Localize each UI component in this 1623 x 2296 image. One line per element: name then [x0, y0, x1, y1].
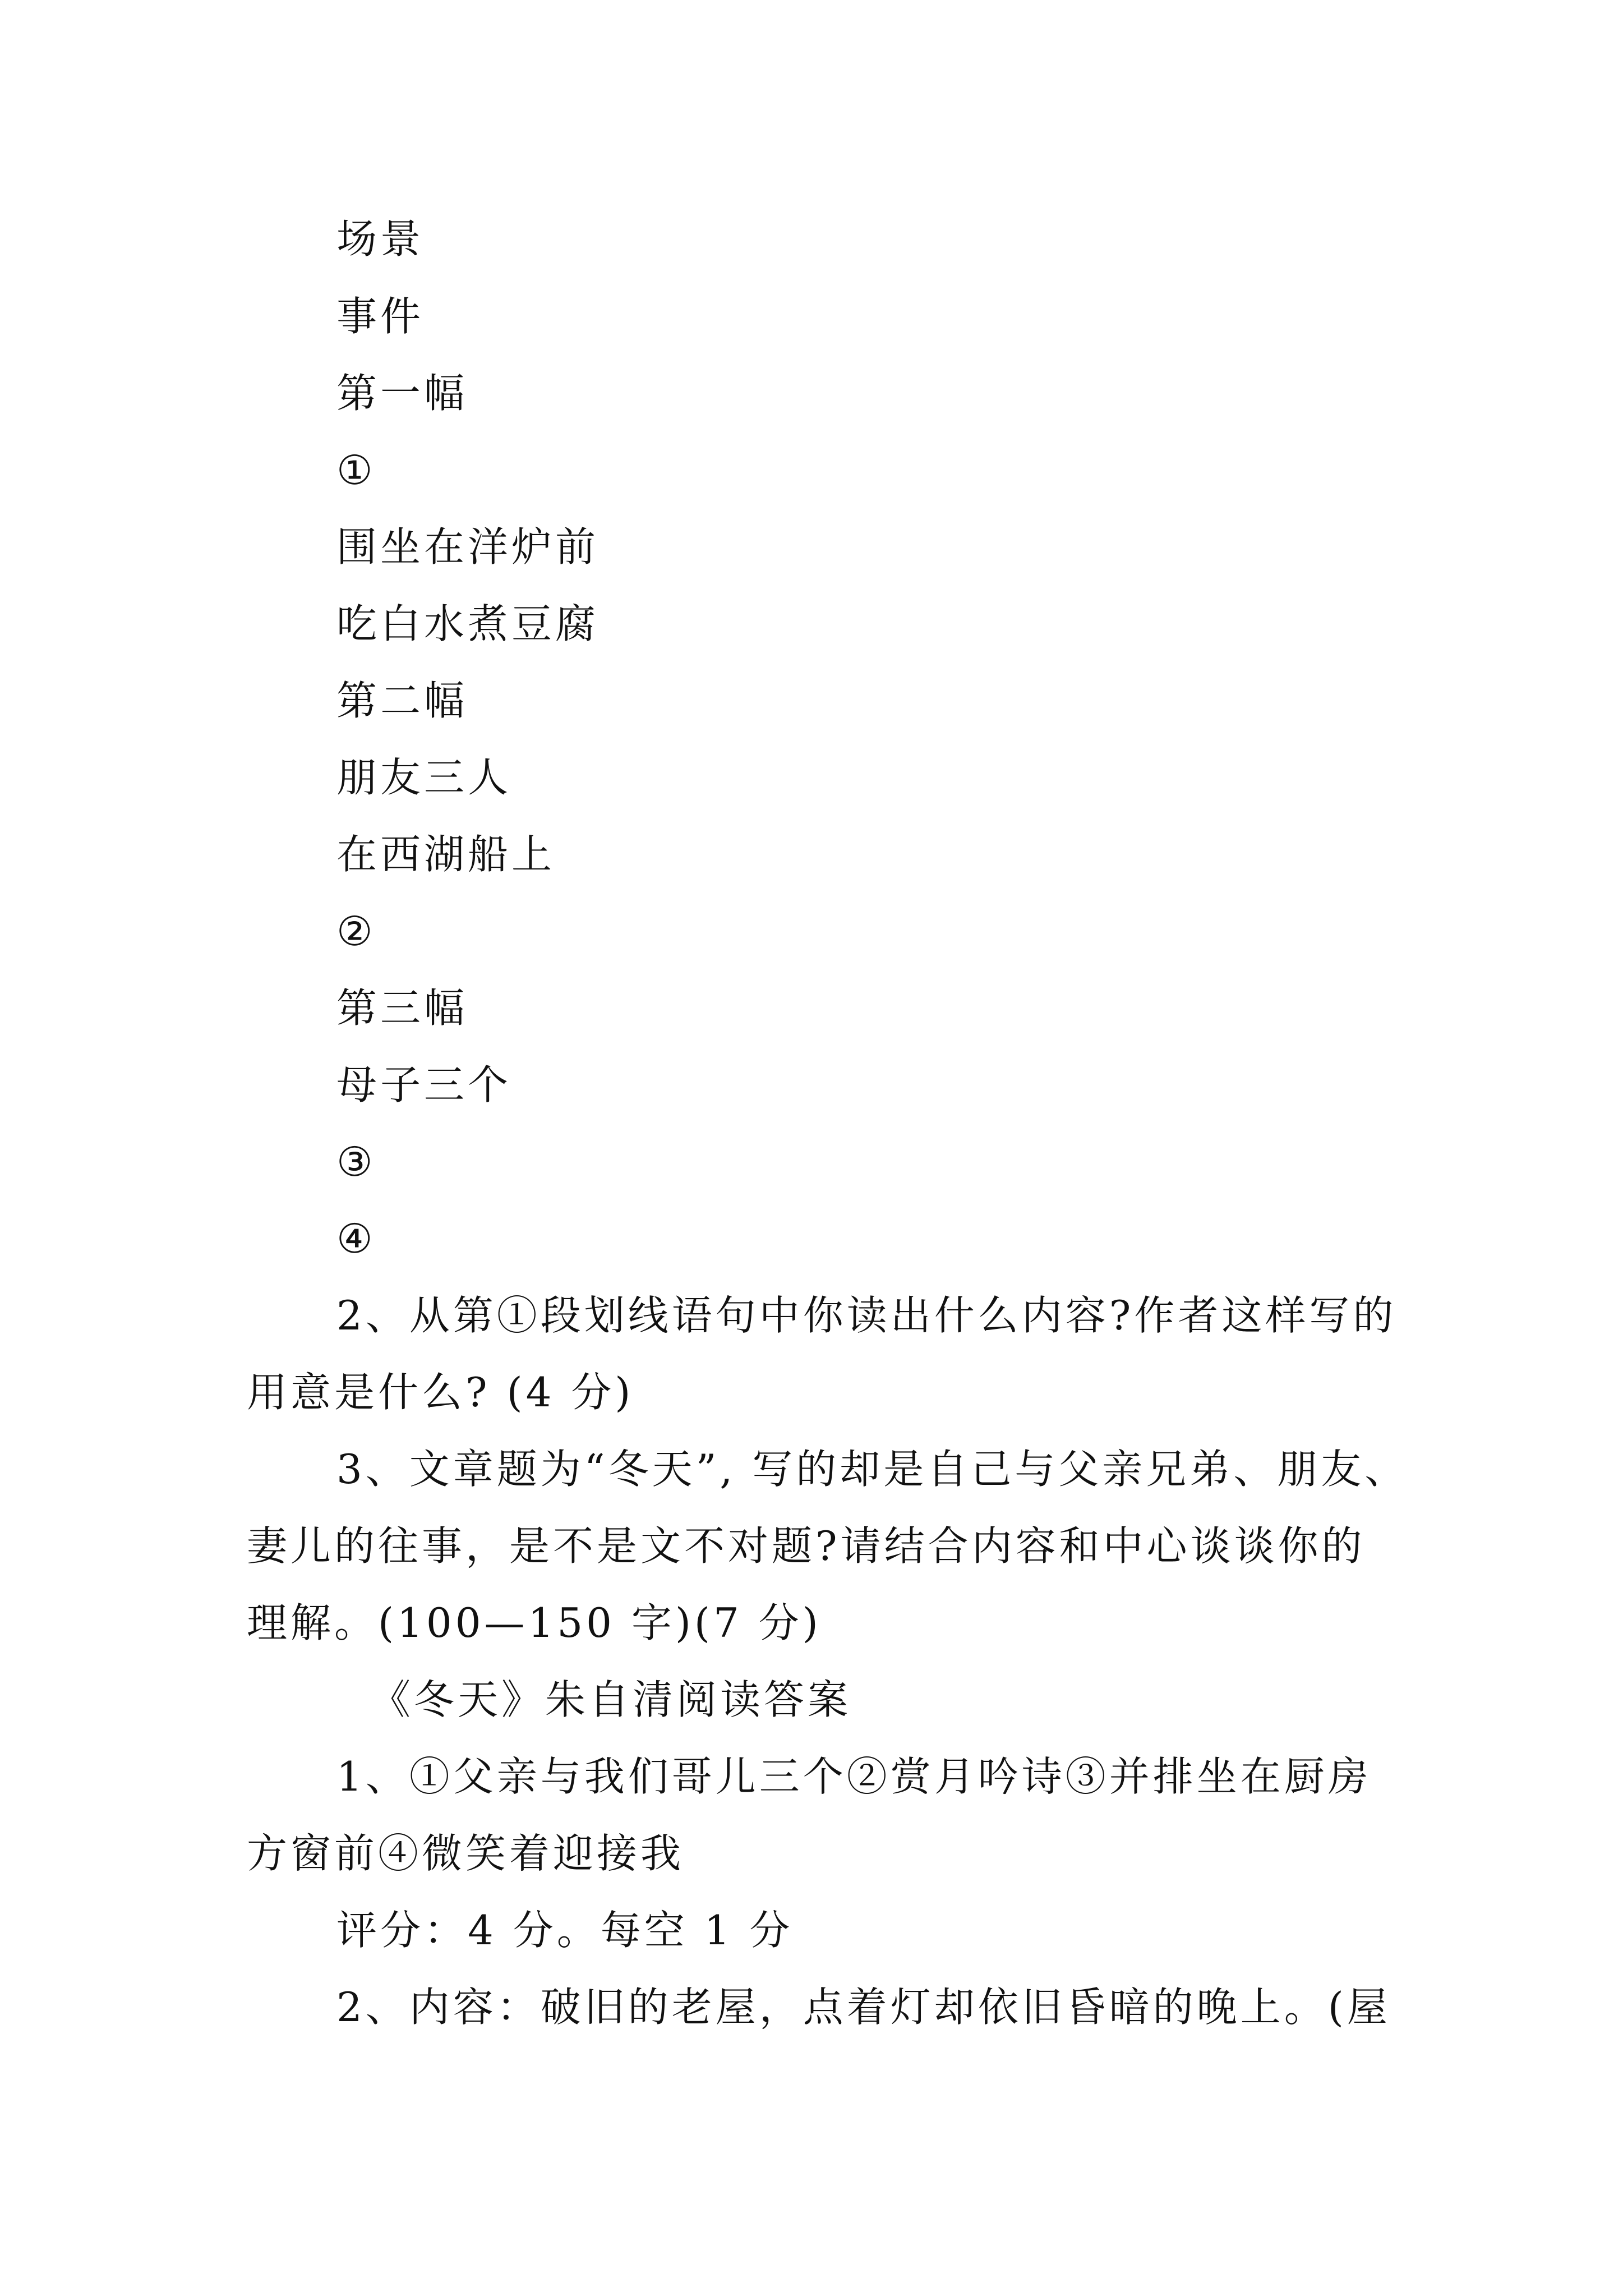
table-row2-scene: 在西湖船上	[336, 831, 556, 878]
table-row2-label: 第二幅	[336, 677, 468, 724]
answer-2-line-1: 2、内容：破旧的老屋，点着灯却依旧昏暗的晚上。(屋	[336, 1984, 1391, 2031]
table-row3-blank: ③	[336, 1138, 376, 1185]
table-row3-blank2: ④	[336, 1215, 376, 1262]
question-2-line-2: 用意是什么? (4 分)	[247, 1369, 634, 1416]
answer-1-score: 评分：4 分。每空 1 分	[336, 1907, 794, 1954]
table-row1-scene: 围坐在洋炉前	[336, 523, 600, 570]
question-3-line-1: 3、文章题为“冬天”, 写的却是自己与父亲兄弟、朋友、	[336, 1446, 1409, 1493]
table-row1-blank: ①	[336, 447, 376, 494]
table-row1-label: 第一幅	[336, 370, 468, 417]
table-row3-label: 第三幅	[336, 984, 468, 1032]
question-3-line-3: 理解。(100—150 字)(7 分)	[247, 1599, 822, 1646]
table-row2-blank: ②	[336, 908, 376, 955]
answer-1-line-2: 方窗前④微笑着迎接我	[247, 1830, 685, 1877]
question-3-line-2: 妻儿的往事，是不是文不对题?请结合内容和中心谈谈你的	[247, 1522, 1366, 1570]
answers-title: 《冬天》朱自清阅读答案	[370, 1676, 852, 1723]
answer-1-line-1: 1、①父亲与我们哥儿三个②赏月吟诗③并排坐在厨房	[336, 1753, 1372, 1800]
table-row2-people: 朋友三人	[336, 754, 512, 801]
table-header-scene: 场景	[336, 215, 425, 263]
table-row3-people: 母子三个	[336, 1061, 512, 1108]
table-row1-event: 吃白水煮豆腐	[336, 600, 600, 647]
table-header-event: 事件	[336, 293, 425, 340]
question-2-line-1: 2、从第①段划线语句中你读出什么内容?作者这样写的	[336, 1292, 1397, 1339]
